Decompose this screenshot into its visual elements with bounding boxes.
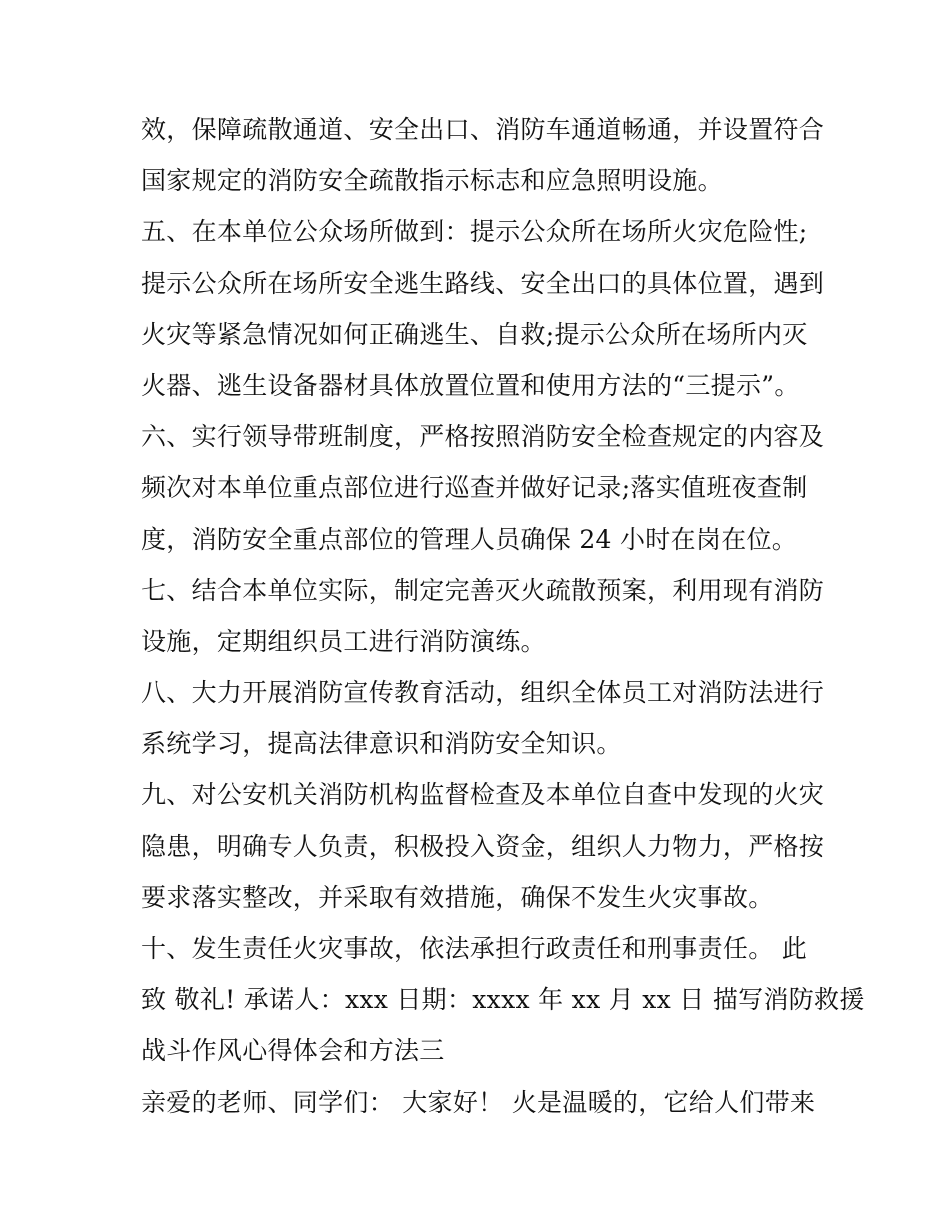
text-line: 八、大力开展消防宣传教育活动，组织全体员工对消防法进行 (141, 678, 825, 708)
text-line: 频次对本单位重点部位进行巡查并做好记录;落实值班夜查制 (141, 473, 808, 503)
text-line: 系统学习，提高法律意识和消防安全知识。 (141, 729, 622, 759)
text-line: 七、结合本单位实际，制定完善灭火疏散预案，利用现有消防 (141, 575, 825, 605)
text-line: 九、对公安机关消防机构监督检查及本单位自查中发现的火灾 (141, 780, 825, 810)
text-line: 隐患，明确专人负责，积极投入资金，组织人力物力，严格按 (141, 831, 825, 861)
document-body (141, 104, 865, 1128)
text-line: 战斗作风心得体会和方法三 (141, 1036, 445, 1066)
text-line: 度，消防安全重点部位的管理人员确保 24 小时在岗在位。 (141, 524, 798, 554)
text-line: 致 敬礼! 承诺人：xxx 日期：xxxx 年 xx 月 xx 日 描写消防救援 (141, 985, 865, 1015)
text-line: 十、发生责任火灾事故，依法承担行政责任和刑事责任。 此 (141, 934, 808, 963)
text-line: 六、实行领导带班制度，严格按照消防安全检查规定的内容及 (141, 422, 825, 452)
text-line: 要求落实整改，并采取有效措施，确保不发生火灾事故。 (141, 882, 774, 912)
text-line: 效，保障疏散通道、安全出口、消防车通道畅通，并设置符合 (141, 115, 825, 144)
text-line: 设施，定期组织员工进行消防演练。 (141, 626, 546, 656)
text-line: 国家规定的消防安全疏散指示标志和应急照明设施。 (141, 166, 723, 196)
text-line: 火灾等紧急情况如何正确逃生、自救;提示公众所在场所内灭 (141, 319, 808, 349)
text-line: 提示公众所在场所安全逃生路线、安全出口的具体位置，遇到 (141, 268, 825, 298)
text-line: 火器、逃生设备器材具体放置位置和使用方法的“三提示”。 (141, 370, 800, 400)
text-line: 亲爱的老师、同学们： 大家好！ 火是温暖的，它给人们带来 (141, 1087, 816, 1117)
text-line: 五、在本单位公众场所做到：提示公众所在场所火灾危险性; (141, 217, 808, 247)
